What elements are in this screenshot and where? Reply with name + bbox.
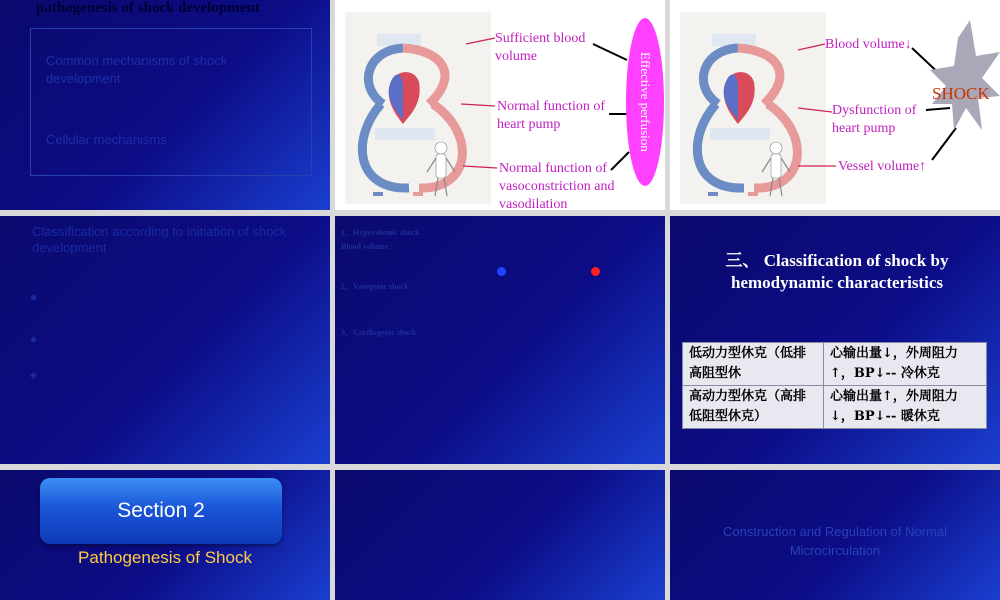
text-line: 1、Hypovolemic shock <box>341 228 420 237</box>
bullet-icon: ◆ <box>30 292 37 302</box>
table-row <box>683 386 987 429</box>
slide-thumbnail-9[interactable] <box>670 470 1000 600</box>
red-circle-icon <box>591 267 600 276</box>
slide-thumbnail-5[interactable] <box>335 216 665 464</box>
shock-label: SHOCK <box>932 84 990 103</box>
blood-volume-label: Sufficient blood volume <box>495 31 586 64</box>
slide-thumbnail-7[interactable] <box>0 470 330 600</box>
blood-volume-label: Blood volume↓ <box>825 37 912 52</box>
table-cell: 低动力型休克（低排高阻型休 <box>683 343 824 386</box>
slide-title: Classification according to initiation of shock development <box>32 224 287 255</box>
text-line: Blood volume ↓ <box>341 242 394 251</box>
table-row <box>683 343 987 386</box>
slide-title: pathogenesis of shock development <box>36 0 260 16</box>
text-line: 3、Cardiogenic shock <box>341 328 417 337</box>
classification-table <box>682 342 987 429</box>
slide-title: 三、 Classification of shock by hemodynamic characteristics <box>725 251 949 292</box>
table-cell: 心输出量↓，外周阻力↑，BP↓-- 冷休克 <box>824 343 987 386</box>
slide-thumbnail-3[interactable] <box>670 0 1000 210</box>
table-cell: 高动力型休克（高排低阻型休克） <box>683 386 824 429</box>
blue-circle-icon <box>497 267 506 276</box>
slide-thumbnail-2[interactable] <box>335 0 665 210</box>
vasoconstriction-label: Normal function of vasoconstriction and vasodilation <box>499 161 615 210</box>
bullet-icon: ◆ <box>30 334 37 344</box>
slide-text: Construction and Regulation of Normal Microcirculation <box>722 524 947 558</box>
heart-pump-label: Normal function of heart pump <box>497 99 606 132</box>
connector-lines <box>335 0 665 210</box>
section-button[interactable]: Section 2 <box>40 478 282 544</box>
slide-thumbnail-1[interactable] <box>0 0 330 210</box>
text-line: 2、Vasogenic shock <box>341 282 409 291</box>
slide-thumbnail-6[interactable] <box>670 216 1000 464</box>
slide-thumbnail-8[interactable] <box>335 470 665 600</box>
content-box <box>30 28 312 176</box>
list-item: Cellular mechanisms <box>46 132 167 147</box>
vessel-volume-label: Vessel volume↑ <box>838 159 927 174</box>
oval-label: Effective perfusion <box>638 52 653 152</box>
list-item: Common mechanisms of shock development <box>46 53 228 86</box>
section-subtitle: Pathogenesis of Shock <box>78 548 252 567</box>
slide-thumbnail-4[interactable] <box>0 216 330 464</box>
table-cell: 心输出量↑，外周阻力↓，BP↓-- 暖休克 <box>824 386 987 429</box>
bullet-icon: ◆ <box>30 370 37 380</box>
heart-pump-label: Dysfunction of heart pump <box>832 103 917 136</box>
